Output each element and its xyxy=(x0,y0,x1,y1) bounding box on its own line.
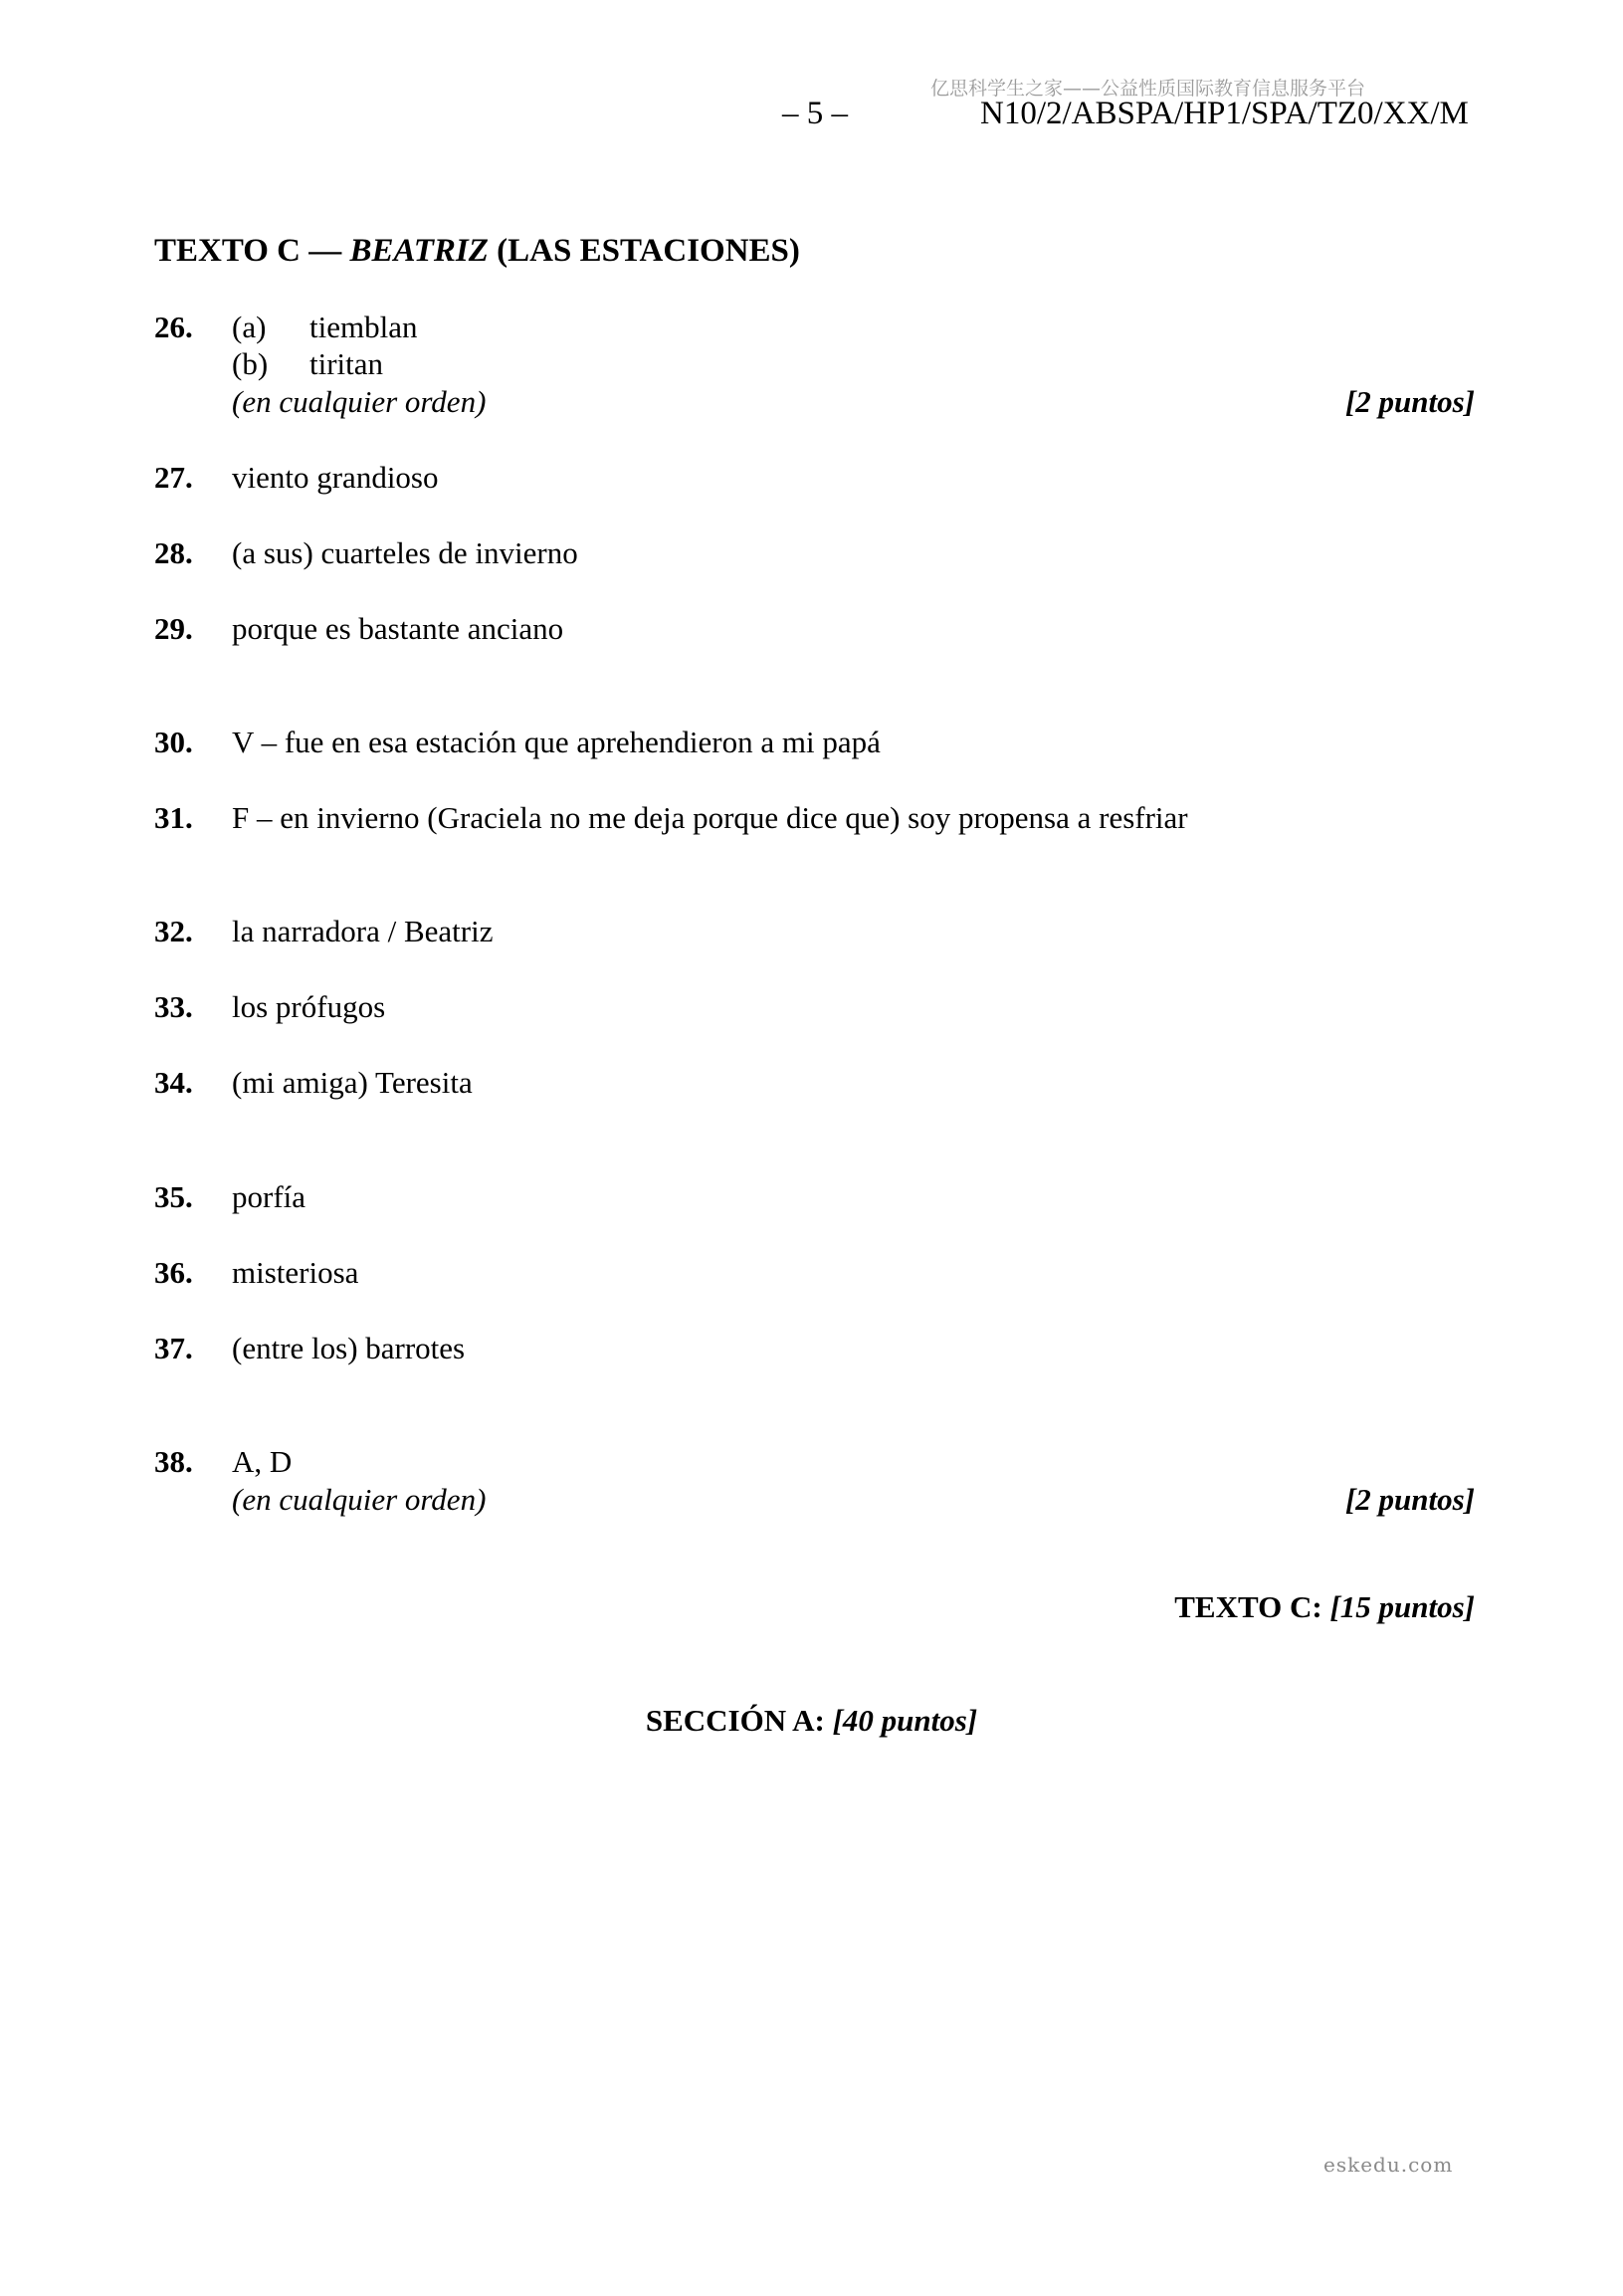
question-26 xyxy=(154,309,232,346)
text-total xyxy=(1174,1588,1475,1626)
question-32 xyxy=(154,913,494,950)
question-26-part-b xyxy=(232,345,383,383)
question-26-points: [2 puntos] xyxy=(1344,384,1475,419)
question-number: 37. xyxy=(154,1331,193,1365)
question-number: 29. xyxy=(154,611,193,646)
question-answer: los prófugos xyxy=(232,989,386,1024)
question-number: 28. xyxy=(154,535,193,570)
question-number: 38. xyxy=(154,1444,193,1479)
question-answer: porfía xyxy=(232,1179,306,1214)
text-total-label: TEXTO C: xyxy=(1174,1589,1322,1624)
question-number: 33. xyxy=(154,989,193,1024)
question-number: 35. xyxy=(154,1179,193,1214)
part-letter: (b) xyxy=(232,346,269,381)
question-36 xyxy=(154,1254,358,1292)
question-number: 27. xyxy=(154,460,193,495)
question-number: 36. xyxy=(154,1255,193,1290)
question-number: 31. xyxy=(154,800,193,835)
question-38-points: [2 puntos] xyxy=(1344,1482,1475,1517)
question-35 xyxy=(154,1178,305,1216)
question-29 xyxy=(154,610,563,648)
question-26-note: (en cualquier orden) xyxy=(232,384,487,419)
section-total-points: [40 puntos] xyxy=(832,1703,978,1738)
question-answer: F – en invierno (Graciela no me deja porque dice que) soy propensa a resfriar xyxy=(232,800,1188,835)
section-title xyxy=(154,233,800,270)
question-answer: misteriosa xyxy=(232,1255,359,1290)
question-answer: V – fue en esa estación que aprehendieron a mi papá xyxy=(232,725,881,759)
page-number: – 5 – xyxy=(782,96,848,131)
question-answer: (a sus) cuarteles de invierno xyxy=(232,535,578,570)
question-number: 30. xyxy=(154,725,193,759)
question-30 xyxy=(154,724,881,761)
header-watermark: 亿思科学生之家——公益性质国际教育信息服务平台 xyxy=(930,78,1366,100)
text-total-points: [15 puntos] xyxy=(1329,1589,1475,1624)
section-total xyxy=(0,1702,1623,1740)
part-letter: (a) xyxy=(232,310,267,344)
question-27 xyxy=(154,459,439,497)
question-answer: viento grandioso xyxy=(232,460,439,495)
footer-watermark: eskedu.com xyxy=(1323,2153,1454,2177)
question-number: 34. xyxy=(154,1065,193,1100)
section-title-prefix: TEXTO C — xyxy=(154,233,350,269)
question-answer: (entre los) barrotes xyxy=(232,1331,466,1365)
question-28 xyxy=(154,534,578,572)
question-answer: (mi amiga) Teresita xyxy=(232,1065,473,1100)
question-34 xyxy=(154,1064,473,1102)
question-number: 26. xyxy=(154,310,193,344)
section-title-suffix: (LAS ESTACIONES) xyxy=(488,233,800,269)
section-title-italic: BEATRIZ xyxy=(349,233,489,269)
question-number: 32. xyxy=(154,914,193,948)
question-answer: porque es bastante anciano xyxy=(232,611,564,646)
part-answer: tiemblan xyxy=(309,310,418,344)
question-33 xyxy=(154,988,385,1026)
question-26-part-a xyxy=(232,309,417,346)
section-total-label: SECCIÓN A: xyxy=(645,1703,825,1738)
question-38-note: (en cualquier orden) xyxy=(232,1482,487,1517)
question-answer: A, D xyxy=(232,1444,293,1479)
question-31 xyxy=(154,799,1188,837)
part-answer: tiritan xyxy=(309,346,384,381)
document-code: N10/2/ABSPA/HP1/SPA/TZ0/XX/M xyxy=(980,96,1469,131)
question-38 xyxy=(154,1443,292,1481)
question-answer: la narradora / Beatriz xyxy=(232,914,494,948)
question-37 xyxy=(154,1330,465,1367)
